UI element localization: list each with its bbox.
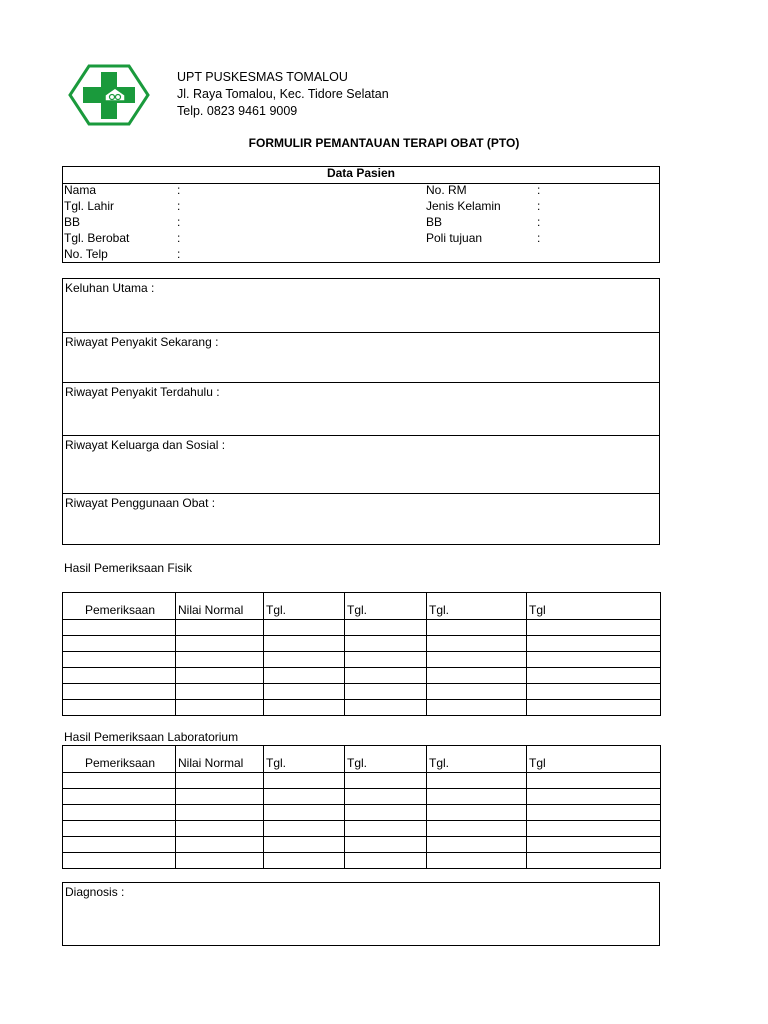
table-row[interactable] <box>63 805 661 821</box>
col-header-tgl-1: Tgl. <box>264 593 345 620</box>
table-row[interactable] <box>63 837 661 853</box>
history-box <box>62 278 660 545</box>
table-row[interactable] <box>63 773 661 789</box>
col-header-tgl-1: Tgl. <box>264 746 345 773</box>
lab-exam-table <box>62 745 661 869</box>
physical-exam-caption: Hasil Pemeriksaan Fisik <box>64 561 193 575</box>
table-row[interactable] <box>63 684 661 700</box>
diagnosis-box[interactable] <box>62 882 660 946</box>
field-label-no-telp: No. Telp <box>64 247 108 261</box>
table-row[interactable] <box>63 700 661 716</box>
col-header-tgl-4: Tgl <box>527 593 661 620</box>
field-label-nama: Nama <box>64 183 97 197</box>
col-header-pemeriksaan: Pemeriksaan <box>63 746 176 773</box>
org-phone: Telp. 0823 9461 9009 <box>177 104 298 118</box>
field-label-jenis-kelamin: Jenis Kelamin <box>426 199 501 213</box>
table-row[interactable] <box>63 620 661 636</box>
field-colon: : <box>537 215 541 229</box>
table-row[interactable] <box>63 853 661 869</box>
col-header-tgl-2: Tgl. <box>345 746 427 773</box>
org-address: Jl. Raya Tomalou, Kec. Tidore Selatan <box>177 87 389 101</box>
col-header-nilai-normal: Nilai Normal <box>176 593 264 620</box>
col-header-tgl-3: Tgl. <box>427 746 527 773</box>
field-colon: : <box>177 231 181 245</box>
col-header-tgl-4: Tgl <box>527 746 661 773</box>
field-label-tgl-lahir: Tgl. Lahir <box>64 199 115 213</box>
physical-exam-table <box>62 592 661 716</box>
patient-data-heading: Data Pasien <box>62 166 660 184</box>
field-colon: : <box>537 231 541 245</box>
field-colon: : <box>177 183 181 197</box>
field-colon: : <box>177 247 181 261</box>
col-header-tgl-3: Tgl. <box>427 593 527 620</box>
col-header-nilai-normal: Nilai Normal <box>176 746 264 773</box>
field-colon: : <box>177 215 181 229</box>
puskesmas-logo-icon <box>68 64 150 126</box>
field-colon: : <box>537 183 541 197</box>
table-row[interactable] <box>63 821 661 837</box>
table-row[interactable] <box>63 652 661 668</box>
lab-exam-caption: Hasil Pemeriksaan Laboratorium <box>64 730 239 744</box>
field-label-bb-right: BB <box>426 215 443 229</box>
section-riwayat-penyakit-sekarang[interactable]: Riwayat Penyakit Sekarang : <box>63 332 659 382</box>
diagnosis-label: Diagnosis : <box>65 885 125 899</box>
field-colon: : <box>177 199 181 213</box>
section-riwayat-keluarga-sosial[interactable]: Riwayat Keluarga dan Sosial : <box>63 435 659 493</box>
section-riwayat-penggunaan-obat[interactable]: Riwayat Penggunaan Obat : <box>63 493 659 544</box>
table-header-row <box>63 746 661 773</box>
form-title: FORMULIR PEMANTAUAN TERAPI OBAT (PTO) <box>248 136 520 150</box>
table-row[interactable] <box>63 668 661 684</box>
table-row[interactable] <box>63 636 661 652</box>
col-header-pemeriksaan: Pemeriksaan <box>63 593 176 620</box>
table-row[interactable] <box>63 789 661 805</box>
field-label-no-rm: No. RM <box>426 183 467 197</box>
section-riwayat-penyakit-terdahulu[interactable]: Riwayat Penyakit Terdahulu : <box>63 382 659 435</box>
org-name: UPT PUSKESMAS TOMALOU <box>177 70 348 84</box>
field-label-bb: BB <box>64 215 81 229</box>
field-colon: : <box>537 199 541 213</box>
field-label-poli-tujuan: Poli tujuan <box>426 231 483 245</box>
section-keluhan-utama[interactable]: Keluhan Utama : <box>65 281 155 295</box>
field-label-tgl-berobat: Tgl. Berobat <box>64 231 130 245</box>
col-header-tgl-2: Tgl. <box>345 593 427 620</box>
table-header-row <box>63 593 661 620</box>
